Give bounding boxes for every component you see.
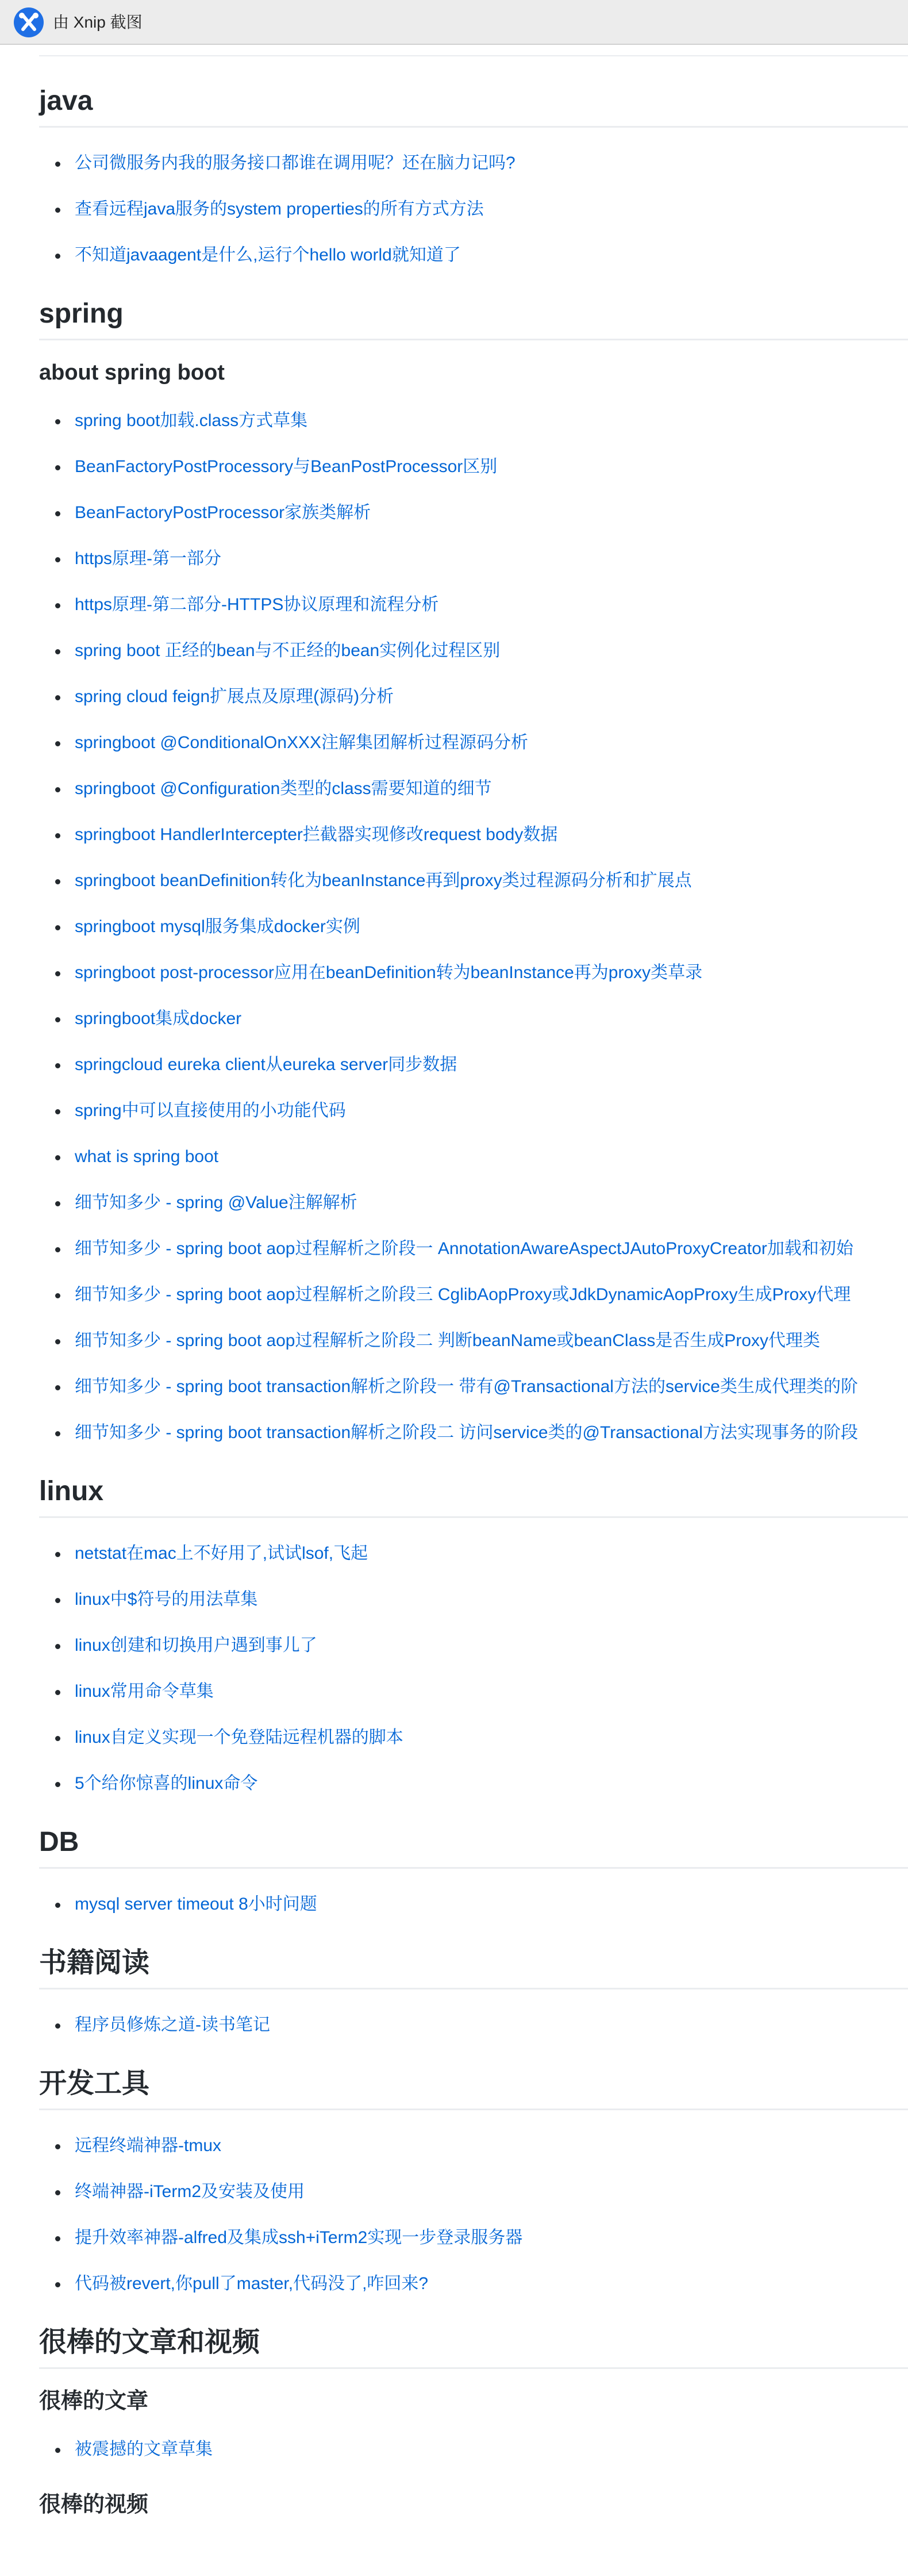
article-link[interactable]: 查看远程java服务的system properties的所有方式方法 bbox=[75, 200, 484, 218]
article-list bbox=[39, 2426, 908, 2472]
list-item bbox=[39, 1042, 908, 1088]
article-link[interactable]: 公司微服务内我的服务接口都谁在调用呢？还在脑力记吗? bbox=[75, 154, 515, 172]
article-link[interactable]: spring boot加载.class方式草集 bbox=[75, 411, 308, 430]
article-list bbox=[39, 140, 908, 278]
article-link[interactable]: 代码被revert,你pull了master,代码没了,咋回来? bbox=[75, 2274, 429, 2293]
list-item bbox=[39, 1531, 908, 1577]
list-item bbox=[39, 232, 908, 278]
article-link[interactable]: 细节知多少 - spring boot aop过程解析之阶段一 AnnotationAwareAspectJAutoProxyCreator加载和初始 bbox=[75, 1239, 853, 1258]
article-link[interactable]: spring中可以直接使用的小功能代码 bbox=[75, 1101, 346, 1120]
section bbox=[39, 2316, 908, 2522]
list-item bbox=[39, 536, 908, 582]
section bbox=[39, 1465, 908, 1807]
list-item bbox=[39, 1272, 908, 1318]
list-item bbox=[39, 186, 908, 232]
section bbox=[39, 1816, 908, 1927]
xnip-logo-icon bbox=[14, 7, 44, 37]
article-link[interactable]: springboot集成docker bbox=[75, 1009, 242, 1028]
list-item bbox=[39, 1761, 908, 1807]
list-item bbox=[39, 1410, 908, 1456]
list-item bbox=[39, 1669, 908, 1715]
list-item bbox=[39, 1364, 908, 1410]
list-item bbox=[39, 674, 908, 720]
list-item bbox=[39, 2215, 908, 2261]
article-link[interactable]: https原理-第一部分 bbox=[75, 549, 222, 568]
article-link[interactable]: BeanFactoryPostProcessor家族类解析 bbox=[75, 503, 371, 522]
list-item bbox=[39, 1577, 908, 1623]
article-link[interactable]: linux常用命令草集 bbox=[75, 1682, 214, 1701]
list-item bbox=[39, 1134, 908, 1180]
article-link[interactable]: springboot mysql服务集成docker实例 bbox=[75, 917, 360, 936]
section-heading: spring bbox=[39, 288, 908, 340]
article-link[interactable]: 被震撼的文章草集 bbox=[75, 2440, 213, 2459]
subsection-heading: 很棒的文章 bbox=[39, 2389, 149, 2413]
article-link[interactable]: what is spring boot bbox=[75, 1147, 219, 1166]
article-link[interactable]: linux中$符号的用法草集 bbox=[75, 1590, 258, 1609]
article-link[interactable]: springboot HandlerIntercepter拦截器实现修改request body数据 bbox=[75, 825, 558, 844]
list-item bbox=[39, 398, 908, 444]
article-link[interactable]: 细节知多少 - spring boot aop过程解析之阶段三 CglibAopProxy或JdkDynamicAopProxy生成Proxy代理 bbox=[75, 1285, 851, 1304]
article-link[interactable]: linux自定义实现一个免登陆远程机器的脚本 bbox=[75, 1728, 403, 1747]
list-item bbox=[39, 444, 908, 490]
list-item bbox=[39, 812, 908, 858]
list-item bbox=[39, 490, 908, 536]
list-item bbox=[39, 2261, 908, 2307]
window-title: 由 Xnip 截图 bbox=[53, 13, 143, 31]
list-item bbox=[39, 628, 908, 674]
article-list bbox=[39, 1531, 908, 1807]
article-list bbox=[39, 1881, 908, 1927]
article-link[interactable]: 细节知多少 - spring boot transaction解析之阶段一 带有@Transactional方法的service类生成代理类的阶 bbox=[75, 1377, 858, 1396]
article-link[interactable]: BeanFactoryPostProcessory与BeanPostProcessor区别 bbox=[75, 457, 498, 476]
article-list bbox=[39, 2123, 908, 2307]
article-link[interactable]: 细节知多少 - spring boot transaction解析之阶段二 访问service类的@Transactional方法实现事务的阶段 bbox=[75, 1423, 858, 1442]
list-item bbox=[39, 766, 908, 812]
list-item bbox=[39, 1180, 908, 1226]
list-item bbox=[39, 1318, 908, 1364]
list-item bbox=[39, 950, 908, 996]
list-item bbox=[39, 2002, 908, 2048]
section-heading: 书籍阅读 bbox=[39, 1937, 908, 1989]
article-link[interactable]: 5个给你惊喜的linux命令 bbox=[75, 1774, 258, 1793]
article-content bbox=[39, 75, 908, 2530]
subsection-heading: about spring boot bbox=[39, 361, 225, 385]
list-item bbox=[39, 2169, 908, 2215]
section-heading: DB bbox=[39, 1816, 908, 1869]
list-item bbox=[39, 904, 908, 950]
section-heading: java bbox=[39, 75, 908, 128]
list-item bbox=[39, 1623, 908, 1669]
article-link[interactable]: 终端神器-iTerm2及安装及使用 bbox=[75, 2182, 305, 2201]
article-link[interactable]: springboot beanDefinition转化为beanInstance再到proxy类过程源码分析和扩展点 bbox=[75, 871, 692, 890]
window-titlebar bbox=[0, 0, 908, 45]
list-item bbox=[39, 140, 908, 186]
list-item bbox=[39, 2123, 908, 2169]
section-heading: 很棒的文章和视频 bbox=[39, 2316, 908, 2369]
list-item bbox=[39, 1715, 908, 1761]
section bbox=[39, 75, 908, 278]
top-divider bbox=[39, 55, 908, 56]
list-item bbox=[39, 996, 908, 1042]
list-item bbox=[39, 582, 908, 628]
article-link[interactable]: https原理-第二部分-HTTPS协议原理和流程分析 bbox=[75, 595, 439, 614]
list-item bbox=[39, 1881, 908, 1927]
article-link[interactable]: 不知道javaagent是什么,运行个hello world就知道了 bbox=[75, 246, 461, 264]
article-link[interactable]: 细节知多少 - spring boot aop过程解析之阶段二 判断beanName或beanClass是否生成Proxy代理类 bbox=[75, 1331, 821, 1350]
article-link[interactable]: 程序员修炼之道-读书笔记 bbox=[75, 2015, 270, 2034]
subsection-heading: 很棒的视频 bbox=[39, 2493, 149, 2517]
article-list bbox=[39, 398, 908, 1456]
article-link[interactable]: spring cloud feign扩展点及原理(源码)分析 bbox=[75, 687, 394, 706]
article-link[interactable]: springcloud eureka client从eureka server同步数据 bbox=[75, 1055, 457, 1074]
article-link[interactable]: mysql server timeout 8小时问题 bbox=[75, 1895, 317, 1914]
section-heading: 开发工具 bbox=[39, 2057, 908, 2110]
article-link[interactable]: springboot @ConditionalOnXXX注解集团解析过程源码分析 bbox=[75, 733, 529, 752]
article-link[interactable]: netstat在mac上不好用了,试试lsof,飞起 bbox=[75, 1544, 368, 1563]
article-link[interactable]: 提升效率神器-alfred及集成ssh+iTerm2实现一步登录服务器 bbox=[75, 2228, 523, 2247]
article-link[interactable]: spring boot 正经的bean与不正经的bean实例化过程区别 bbox=[75, 641, 501, 660]
article-link[interactable]: 远程终端神器-tmux bbox=[75, 2136, 221, 2155]
list-item bbox=[39, 1226, 908, 1272]
section-heading: linux bbox=[39, 1465, 908, 1518]
section bbox=[39, 2057, 908, 2307]
list-item bbox=[39, 2426, 908, 2472]
article-link[interactable]: springboot post-processor应用在beanDefinition转为beanInstance再为proxy类草录 bbox=[75, 963, 703, 982]
article-link[interactable]: linux创建和切换用户遇到事儿了 bbox=[75, 1636, 317, 1655]
article-link[interactable]: springboot @Configuration类型的class需要知道的细节 bbox=[75, 779, 492, 798]
section bbox=[39, 1937, 908, 2048]
article-link[interactable]: 细节知多少 - spring @Value注解解析 bbox=[75, 1193, 357, 1212]
list-item bbox=[39, 858, 908, 904]
list-item bbox=[39, 720, 908, 766]
list-item bbox=[39, 1088, 908, 1134]
article-list bbox=[39, 2002, 908, 2048]
section bbox=[39, 288, 908, 1456]
